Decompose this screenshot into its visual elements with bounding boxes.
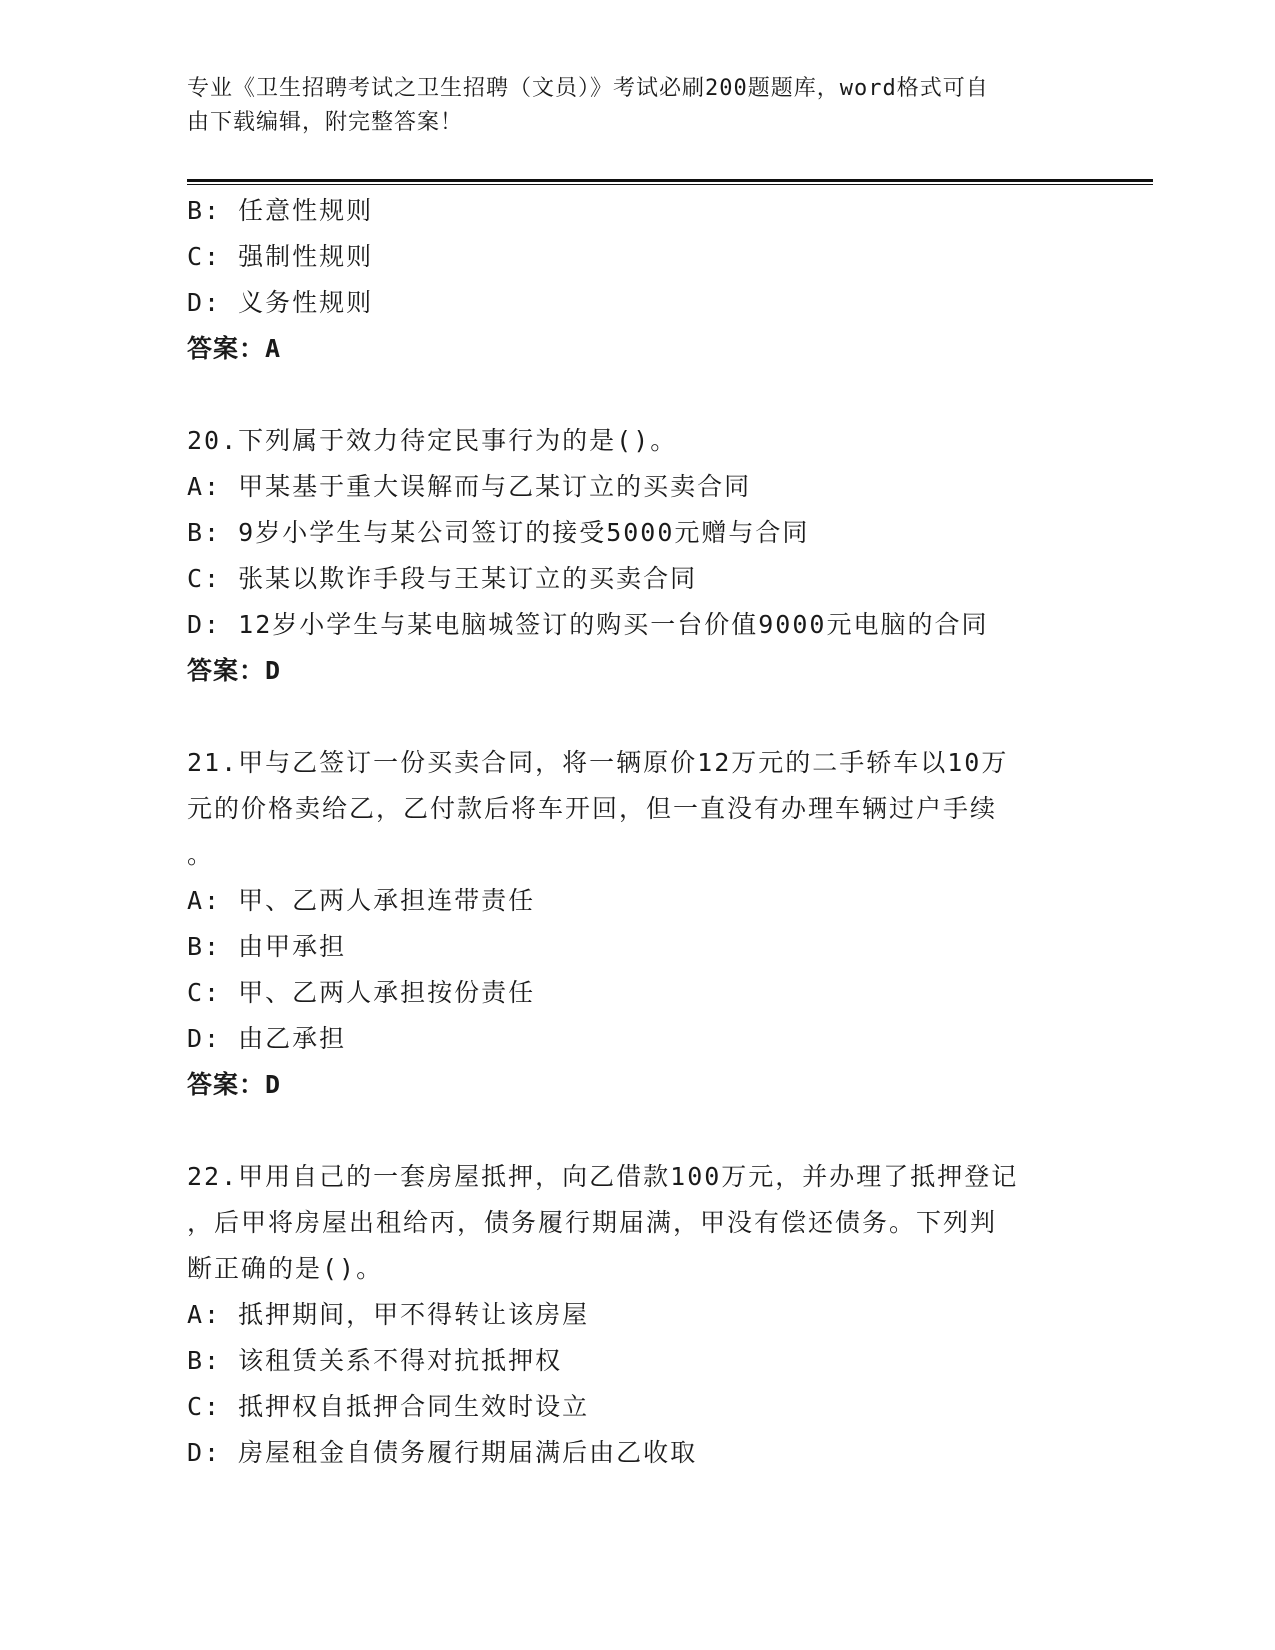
spacer [187,694,1107,740]
spacer [187,1108,1107,1154]
spacer [187,372,1107,418]
header-line-1: 专业《卫生招聘考试之卫生招聘（文员）》考试必刷200题题库，word格式可自 [187,76,989,101]
question-text-line-3: 断正确的是()。 [187,1254,384,1283]
option-d: D: 12岁小学生与某电脑城签订的购买一台价值9000元电脑的合同 [187,610,989,639]
option-c: C: 抵押权自抵押合同生效时设立 [187,1392,590,1421]
option-d: D: 房屋租金自债务履行期届满后由乙收取 [187,1438,698,1467]
header-rule-thick [187,179,1153,182]
question-text-line-3: 。 [187,840,215,869]
question-text: 20.下列属于效力待定民事行为的是()。 [187,426,678,455]
option-b: B: 由甲承担 [187,932,347,961]
option-a: A: 甲某基于重大误解而与乙某订立的买卖合同 [187,472,752,501]
option-c: C: 强制性规则 [187,242,374,271]
option-d: D: 由乙承担 [187,1024,347,1053]
answer-line: 答案：D [187,656,282,685]
question-22 [187,1154,1107,1476]
option-b: B: 9岁小学生与某公司签订的接受5000元赠与合同 [187,518,810,547]
option-a: A: 甲、乙两人承担连带责任 [187,886,536,915]
option-b: B: 该租赁关系不得对抗抵押权 [187,1346,563,1375]
document-body [187,188,1107,1476]
option-b: B: 任意性规则 [187,196,374,225]
question-20 [187,418,1107,694]
question-text-line-2: 元的价格卖给乙，乙付款后将车开回，但一直没有办理车辆过户手续 [187,794,998,823]
option-c: C: 甲、乙两人承担按份责任 [187,978,536,1007]
question-19-continued [187,188,1107,372]
question-text-line-1: 21.甲与乙签订一份买卖合同，将一辆原价12万元的二手轿车以10万 [187,748,1009,777]
answer-line: 答案：A [187,334,282,363]
option-a: A: 抵押期间，甲不得转让该房屋 [187,1300,590,1329]
header-rule-thin [187,184,1153,185]
question-21 [187,740,1107,1108]
answer-line: 答案：D [187,1070,282,1099]
option-c: C: 张某以欺诈手段与王某订立的买卖合同 [187,564,698,593]
header-line-2: 由下载编辑，附完整答案！ [187,110,464,135]
question-text-line-1: 22.甲用自己的一套房屋抵押，向乙借款100万元，并办理了抵押登记 [187,1162,1019,1191]
question-text-line-2: ，后甲将房屋出租给丙，债务履行期届满，甲没有偿还债务。下列判 [187,1208,998,1237]
document-header [187,72,1067,140]
option-d: D: 义务性规则 [187,288,374,317]
